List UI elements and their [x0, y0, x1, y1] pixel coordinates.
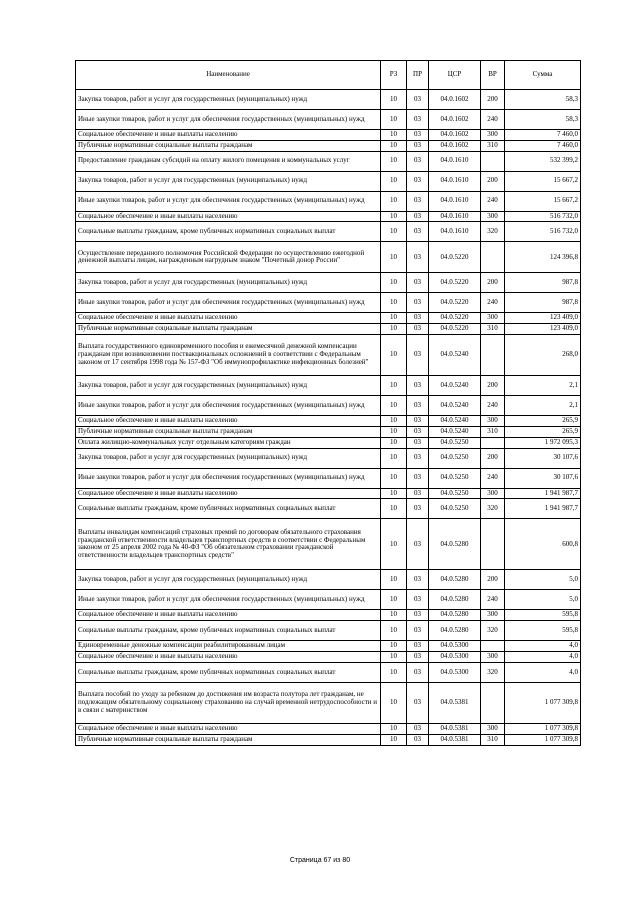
table-body	[76, 90, 581, 746]
cell-pr: 03	[407, 90, 429, 110]
cell-vr: 320	[481, 662, 505, 682]
cell-rz: 10	[381, 641, 407, 652]
cell-rz: 10	[381, 313, 407, 324]
cell-vr: 300	[481, 211, 505, 222]
cell-sum: 123 409,0	[505, 313, 581, 324]
cell-rz: 10	[381, 110, 407, 130]
cell-rz: 10	[381, 222, 407, 242]
cell-pr: 03	[407, 313, 429, 324]
cell-sum: 5,0	[505, 570, 581, 590]
table-row	[76, 130, 581, 141]
cell-rz: 10	[381, 242, 407, 273]
cell-vr	[481, 242, 505, 273]
cell-pr: 03	[407, 376, 429, 396]
cell-pr: 03	[407, 171, 429, 191]
cell-vr: 310	[481, 426, 505, 437]
cell-csr: 04.0.5280	[429, 570, 481, 590]
header-row	[76, 61, 581, 90]
cell-csr: 04.0.5280	[429, 590, 481, 610]
cell-pr: 03	[407, 130, 429, 141]
cell-vr: 300	[481, 610, 505, 621]
cell-sum: 2,1	[505, 396, 581, 416]
cell-vr: 200	[481, 273, 505, 293]
cell-name: Выплаты инвалидам компенсаций страховых премий по договорам обязательного страхования гражданской ответственности владельцев транспортных средств в соответствии с Федеральным законом от 25 апреля 2002 года № 40-ФЗ "Об обязательном страховании гражданской ответственности владельцев транспортных средств"	[76, 519, 381, 570]
cell-csr: 04.0.5381	[429, 734, 481, 745]
cell-rz: 10	[381, 662, 407, 682]
cell-name: Предоставление гражданам субсидий на оплату жилого помещения и коммунальных услуг	[76, 151, 381, 171]
cell-pr: 03	[407, 140, 429, 151]
cell-vr	[481, 335, 505, 376]
table-row	[76, 90, 581, 110]
table-row	[76, 682, 581, 723]
table-row	[76, 151, 581, 171]
cell-name: Оплата жилищно-коммунальных услуг отдельным категориям граждан	[76, 437, 381, 448]
cell-pr: 03	[407, 396, 429, 416]
cell-sum: 1 077 309,8	[505, 682, 581, 723]
cell-name: Социальное обеспечение и иные выплаты населению	[76, 652, 381, 663]
table-row	[76, 641, 581, 652]
cell-name: Закупка товаров, работ и услуг для государственных (муниципальных) нужд	[76, 90, 381, 110]
cell-rz: 10	[381, 519, 407, 570]
cell-name: Публичные нормативные социальные выплаты гражданам	[76, 324, 381, 335]
cell-sum: 4,0	[505, 652, 581, 663]
cell-sum: 15 667,2	[505, 191, 581, 211]
cell-pr: 03	[407, 416, 429, 427]
cell-vr: 240	[481, 110, 505, 130]
cell-sum: 58,3	[505, 90, 581, 110]
cell-csr: 04.0.5220	[429, 293, 481, 313]
cell-pr: 03	[407, 682, 429, 723]
header-vr: ВР	[481, 61, 505, 90]
cell-rz: 10	[381, 621, 407, 641]
cell-name: Публичные нормативные социальные выплаты гражданам	[76, 426, 381, 437]
cell-pr: 03	[407, 641, 429, 652]
cell-pr: 03	[407, 488, 429, 499]
cell-name: Закупка товаров, работ и услуг для государственных (муниципальных) нужд	[76, 376, 381, 396]
cell-pr: 03	[407, 652, 429, 663]
cell-name: Публичные нормативные социальные выплаты гражданам	[76, 140, 381, 151]
cell-rz: 10	[381, 130, 407, 141]
cell-name: Социальные выплаты гражданам, кроме публичных нормативных социальных выплат	[76, 621, 381, 641]
table-row	[76, 335, 581, 376]
cell-rz: 10	[381, 151, 407, 171]
cell-sum: 7 460,0	[505, 140, 581, 151]
cell-rz: 10	[381, 90, 407, 110]
cell-csr: 04.0.1602	[429, 130, 481, 141]
table-row	[76, 171, 581, 191]
cell-vr	[481, 151, 505, 171]
cell-vr	[481, 682, 505, 723]
cell-rz: 10	[381, 723, 407, 734]
table-row	[76, 662, 581, 682]
cell-sum: 123 409,0	[505, 324, 581, 335]
cell-name: Иные закупки товаров, работ и услуг для обеспечения государственных (муниципальных) нужд	[76, 396, 381, 416]
cell-csr: 04.0.1610	[429, 222, 481, 242]
cell-sum: 4,0	[505, 662, 581, 682]
cell-sum: 2,1	[505, 376, 581, 396]
cell-sum: 595,8	[505, 621, 581, 641]
cell-rz: 10	[381, 499, 407, 519]
cell-pr: 03	[407, 499, 429, 519]
table-row	[76, 376, 581, 396]
cell-pr: 03	[407, 590, 429, 610]
table-row	[76, 610, 581, 621]
cell-csr: 04.0.5220	[429, 242, 481, 273]
cell-name: Выплата государственного единовременного пособия и ежемесячной денежной компенсации гражданам при возникновении поствакцинальных осложнений в соответствии с Федеральным законом от 17 сентября 1998 года № 157-ФЗ "Об иммунопрофилактике инфекционных болезней"	[76, 335, 381, 376]
cell-name: Социальные выплаты гражданам, кроме публичных нормативных социальных выплат	[76, 662, 381, 682]
cell-rz: 10	[381, 191, 407, 211]
cell-csr: 04.0.5240	[429, 376, 481, 396]
cell-pr: 03	[407, 621, 429, 641]
cell-csr: 04.0.5240	[429, 416, 481, 427]
cell-rz: 10	[381, 396, 407, 416]
cell-pr: 03	[407, 610, 429, 621]
cell-vr: 310	[481, 140, 505, 151]
table-row	[76, 242, 581, 273]
cell-sum: 1 077 309,8	[505, 723, 581, 734]
table-row	[76, 448, 581, 468]
cell-vr: 200	[481, 570, 505, 590]
cell-csr: 04.0.5280	[429, 621, 481, 641]
cell-pr: 03	[407, 335, 429, 376]
table-row	[76, 519, 581, 570]
cell-name: Социальное обеспечение и иные выплаты населению	[76, 313, 381, 324]
cell-sum: 30 107,6	[505, 448, 581, 468]
cell-pr: 03	[407, 519, 429, 570]
table-row	[76, 191, 581, 211]
cell-sum: 265,9	[505, 426, 581, 437]
table-row	[76, 416, 581, 427]
cell-vr: 240	[481, 293, 505, 313]
cell-csr: 04.0.5300	[429, 641, 481, 652]
cell-name: Социальные выплаты гражданам, кроме публичных нормативных социальных выплат	[76, 499, 381, 519]
cell-sum: 1 941 987,7	[505, 488, 581, 499]
cell-vr: 320	[481, 499, 505, 519]
cell-rz: 10	[381, 570, 407, 590]
header-rz: РЗ	[381, 61, 407, 90]
cell-csr: 04.0.5300	[429, 652, 481, 663]
cell-pr: 03	[407, 448, 429, 468]
cell-pr: 03	[407, 191, 429, 211]
cell-pr: 03	[407, 242, 429, 273]
cell-rz: 10	[381, 293, 407, 313]
cell-pr: 03	[407, 222, 429, 242]
cell-csr: 04.0.5240	[429, 335, 481, 376]
cell-vr: 200	[481, 376, 505, 396]
cell-name: Единовременные денежные компенсации реабилитированным лицам	[76, 641, 381, 652]
cell-sum: 30 107,6	[505, 468, 581, 488]
cell-rz: 10	[381, 590, 407, 610]
cell-sum: 58,3	[505, 110, 581, 130]
cell-csr: 04.0.5220	[429, 324, 481, 335]
cell-pr: 03	[407, 324, 429, 335]
cell-csr: 04.0.1602	[429, 90, 481, 110]
table-row	[76, 273, 581, 293]
table-row	[76, 734, 581, 745]
cell-csr: 04.0.1610	[429, 191, 481, 211]
cell-csr: 04.0.5220	[429, 313, 481, 324]
cell-csr: 04.0.5250	[429, 448, 481, 468]
cell-sum: 532 399,2	[505, 151, 581, 171]
cell-name: Закупка товаров, работ и услуг для государственных (муниципальных) нужд	[76, 273, 381, 293]
cell-name: Выплата пособий по уходу за ребенком до достижения им возраста полутора лет гражданам, не подлежащим обязательному социальному страхованию на случай временной нетрудоспособности и в связи с материнством	[76, 682, 381, 723]
cell-csr: 04.0.1610	[429, 151, 481, 171]
cell-sum: 268,0	[505, 335, 581, 376]
table-row	[76, 222, 581, 242]
cell-vr: 240	[481, 590, 505, 610]
cell-csr: 04.0.5240	[429, 396, 481, 416]
cell-vr: 200	[481, 90, 505, 110]
table-row	[76, 488, 581, 499]
cell-vr	[481, 437, 505, 448]
cell-csr: 04.0.1602	[429, 110, 481, 130]
cell-pr: 03	[407, 437, 429, 448]
header-csr: ЦСР	[429, 61, 481, 90]
cell-csr: 04.0.5250	[429, 488, 481, 499]
cell-vr: 310	[481, 324, 505, 335]
cell-csr: 04.0.5381	[429, 723, 481, 734]
cell-rz: 10	[381, 488, 407, 499]
cell-vr: 200	[481, 171, 505, 191]
table-row	[76, 324, 581, 335]
table-row	[76, 313, 581, 324]
cell-sum: 4,0	[505, 641, 581, 652]
cell-pr: 03	[407, 293, 429, 313]
cell-rz: 10	[381, 610, 407, 621]
cell-sum: 987,8	[505, 293, 581, 313]
table-row	[76, 396, 581, 416]
cell-pr: 03	[407, 662, 429, 682]
table-row	[76, 140, 581, 151]
cell-csr: 04.0.5250	[429, 468, 481, 488]
cell-pr: 03	[407, 468, 429, 488]
cell-rz: 10	[381, 426, 407, 437]
cell-vr	[481, 641, 505, 652]
cell-name: Иные закупки товаров, работ и услуг для обеспечения государственных (муниципальных) нужд	[76, 590, 381, 610]
cell-csr: 04.0.1602	[429, 140, 481, 151]
table-row	[76, 437, 581, 448]
cell-rz: 10	[381, 324, 407, 335]
table-row	[76, 723, 581, 734]
cell-vr	[481, 519, 505, 570]
cell-rz: 10	[381, 448, 407, 468]
cell-name: Публичные нормативные социальные выплаты гражданам	[76, 734, 381, 745]
cell-name: Иные закупки товаров, работ и услуг для обеспечения государственных (муниципальных) нужд	[76, 110, 381, 130]
cell-pr: 03	[407, 426, 429, 437]
cell-vr: 200	[481, 448, 505, 468]
cell-sum: 516 732,0	[505, 211, 581, 222]
cell-name: Социальное обеспечение и иные выплаты населению	[76, 130, 381, 141]
cell-vr: 240	[481, 468, 505, 488]
table-row	[76, 211, 581, 222]
cell-rz: 10	[381, 682, 407, 723]
cell-sum: 15 667,2	[505, 171, 581, 191]
cell-rz: 10	[381, 171, 407, 191]
cell-rz: 10	[381, 140, 407, 151]
cell-vr: 310	[481, 734, 505, 745]
table-row	[76, 499, 581, 519]
cell-sum: 265,9	[505, 416, 581, 427]
cell-pr: 03	[407, 110, 429, 130]
cell-rz: 10	[381, 335, 407, 376]
cell-rz: 10	[381, 468, 407, 488]
table-row	[76, 468, 581, 488]
cell-pr: 03	[407, 570, 429, 590]
cell-rz: 10	[381, 652, 407, 663]
cell-vr: 320	[481, 222, 505, 242]
cell-name: Иные закупки товаров, работ и услуг для обеспечения государственных (муниципальных) нужд	[76, 293, 381, 313]
cell-csr: 04.0.5300	[429, 662, 481, 682]
budget-table	[75, 60, 581, 746]
cell-sum: 987,8	[505, 273, 581, 293]
table-row	[76, 621, 581, 641]
cell-sum: 516 732,0	[505, 222, 581, 242]
cell-csr: 04.0.5250	[429, 437, 481, 448]
table-row	[76, 590, 581, 610]
cell-vr: 300	[481, 488, 505, 499]
cell-pr: 03	[407, 273, 429, 293]
cell-rz: 10	[381, 734, 407, 745]
cell-csr: 04.0.1610	[429, 171, 481, 191]
cell-name: Закупка товаров, работ и услуг для государственных (муниципальных) нужд	[76, 570, 381, 590]
table-row	[76, 110, 581, 130]
cell-vr: 320	[481, 621, 505, 641]
table-row	[76, 570, 581, 590]
cell-name: Закупка товаров, работ и услуг для государственных (муниципальных) нужд	[76, 171, 381, 191]
cell-sum: 1 972 095,3	[505, 437, 581, 448]
cell-vr: 300	[481, 416, 505, 427]
cell-name: Иные закупки товаров, работ и услуг для обеспечения государственных (муниципальных) нужд	[76, 191, 381, 211]
cell-csr: 04.0.1610	[429, 211, 481, 222]
cell-csr: 04.0.5240	[429, 426, 481, 437]
cell-rz: 10	[381, 211, 407, 222]
cell-csr: 04.0.5220	[429, 273, 481, 293]
cell-name: Закупка товаров, работ и услуг для государственных (муниципальных) нужд	[76, 448, 381, 468]
cell-pr: 03	[407, 734, 429, 745]
table-row	[76, 426, 581, 437]
table-header	[76, 61, 581, 90]
header-name: Наименование	[76, 61, 381, 90]
cell-pr: 03	[407, 151, 429, 171]
cell-sum: 1 941 987,7	[505, 499, 581, 519]
cell-rz: 10	[381, 416, 407, 427]
cell-csr: 04.0.5280	[429, 610, 481, 621]
cell-name: Социальное обеспечение и иные выплаты населению	[76, 211, 381, 222]
cell-vr: 240	[481, 191, 505, 211]
cell-name: Социальные выплаты гражданам, кроме публичных нормативных социальных выплат	[76, 222, 381, 242]
cell-csr: 04.0.5280	[429, 519, 481, 570]
cell-rz: 10	[381, 376, 407, 396]
table-row	[76, 652, 581, 663]
header-pr: ПР	[407, 61, 429, 90]
cell-name: Социальное обеспечение и иные выплаты населению	[76, 610, 381, 621]
cell-pr: 03	[407, 723, 429, 734]
cell-sum: 124 396,8	[505, 242, 581, 273]
cell-sum: 5,0	[505, 590, 581, 610]
cell-name: Социальное обеспечение и иные выплаты населению	[76, 488, 381, 499]
cell-name: Осуществление переданного полномочия Российской Федерации по осуществлению ежегодной денежной выплаты лицам, награжденным нагрудным знаком "Почетный донор России"	[76, 242, 381, 273]
cell-vr: 240	[481, 396, 505, 416]
cell-sum: 600,8	[505, 519, 581, 570]
cell-name: Социальное обеспечение и иные выплаты населению	[76, 416, 381, 427]
cell-vr: 300	[481, 313, 505, 324]
header-sum: Сумма	[505, 61, 581, 90]
cell-vr: 300	[481, 723, 505, 734]
cell-vr: 300	[481, 652, 505, 663]
cell-rz: 10	[381, 437, 407, 448]
cell-sum: 595,8	[505, 610, 581, 621]
cell-name: Социальное обеспечение и иные выплаты населению	[76, 723, 381, 734]
table-row	[76, 293, 581, 313]
cell-name: Иные закупки товаров, работ и услуг для обеспечения государственных (муниципальных) нужд	[76, 468, 381, 488]
cell-csr: 04.0.5250	[429, 499, 481, 519]
page-number: Страница 67 из 80	[289, 857, 351, 864]
cell-rz: 10	[381, 273, 407, 293]
cell-sum: 1 077 309,8	[505, 734, 581, 745]
cell-sum: 7 460,0	[505, 130, 581, 141]
cell-pr: 03	[407, 211, 429, 222]
cell-vr: 300	[481, 130, 505, 141]
cell-csr: 04.0.5381	[429, 682, 481, 723]
